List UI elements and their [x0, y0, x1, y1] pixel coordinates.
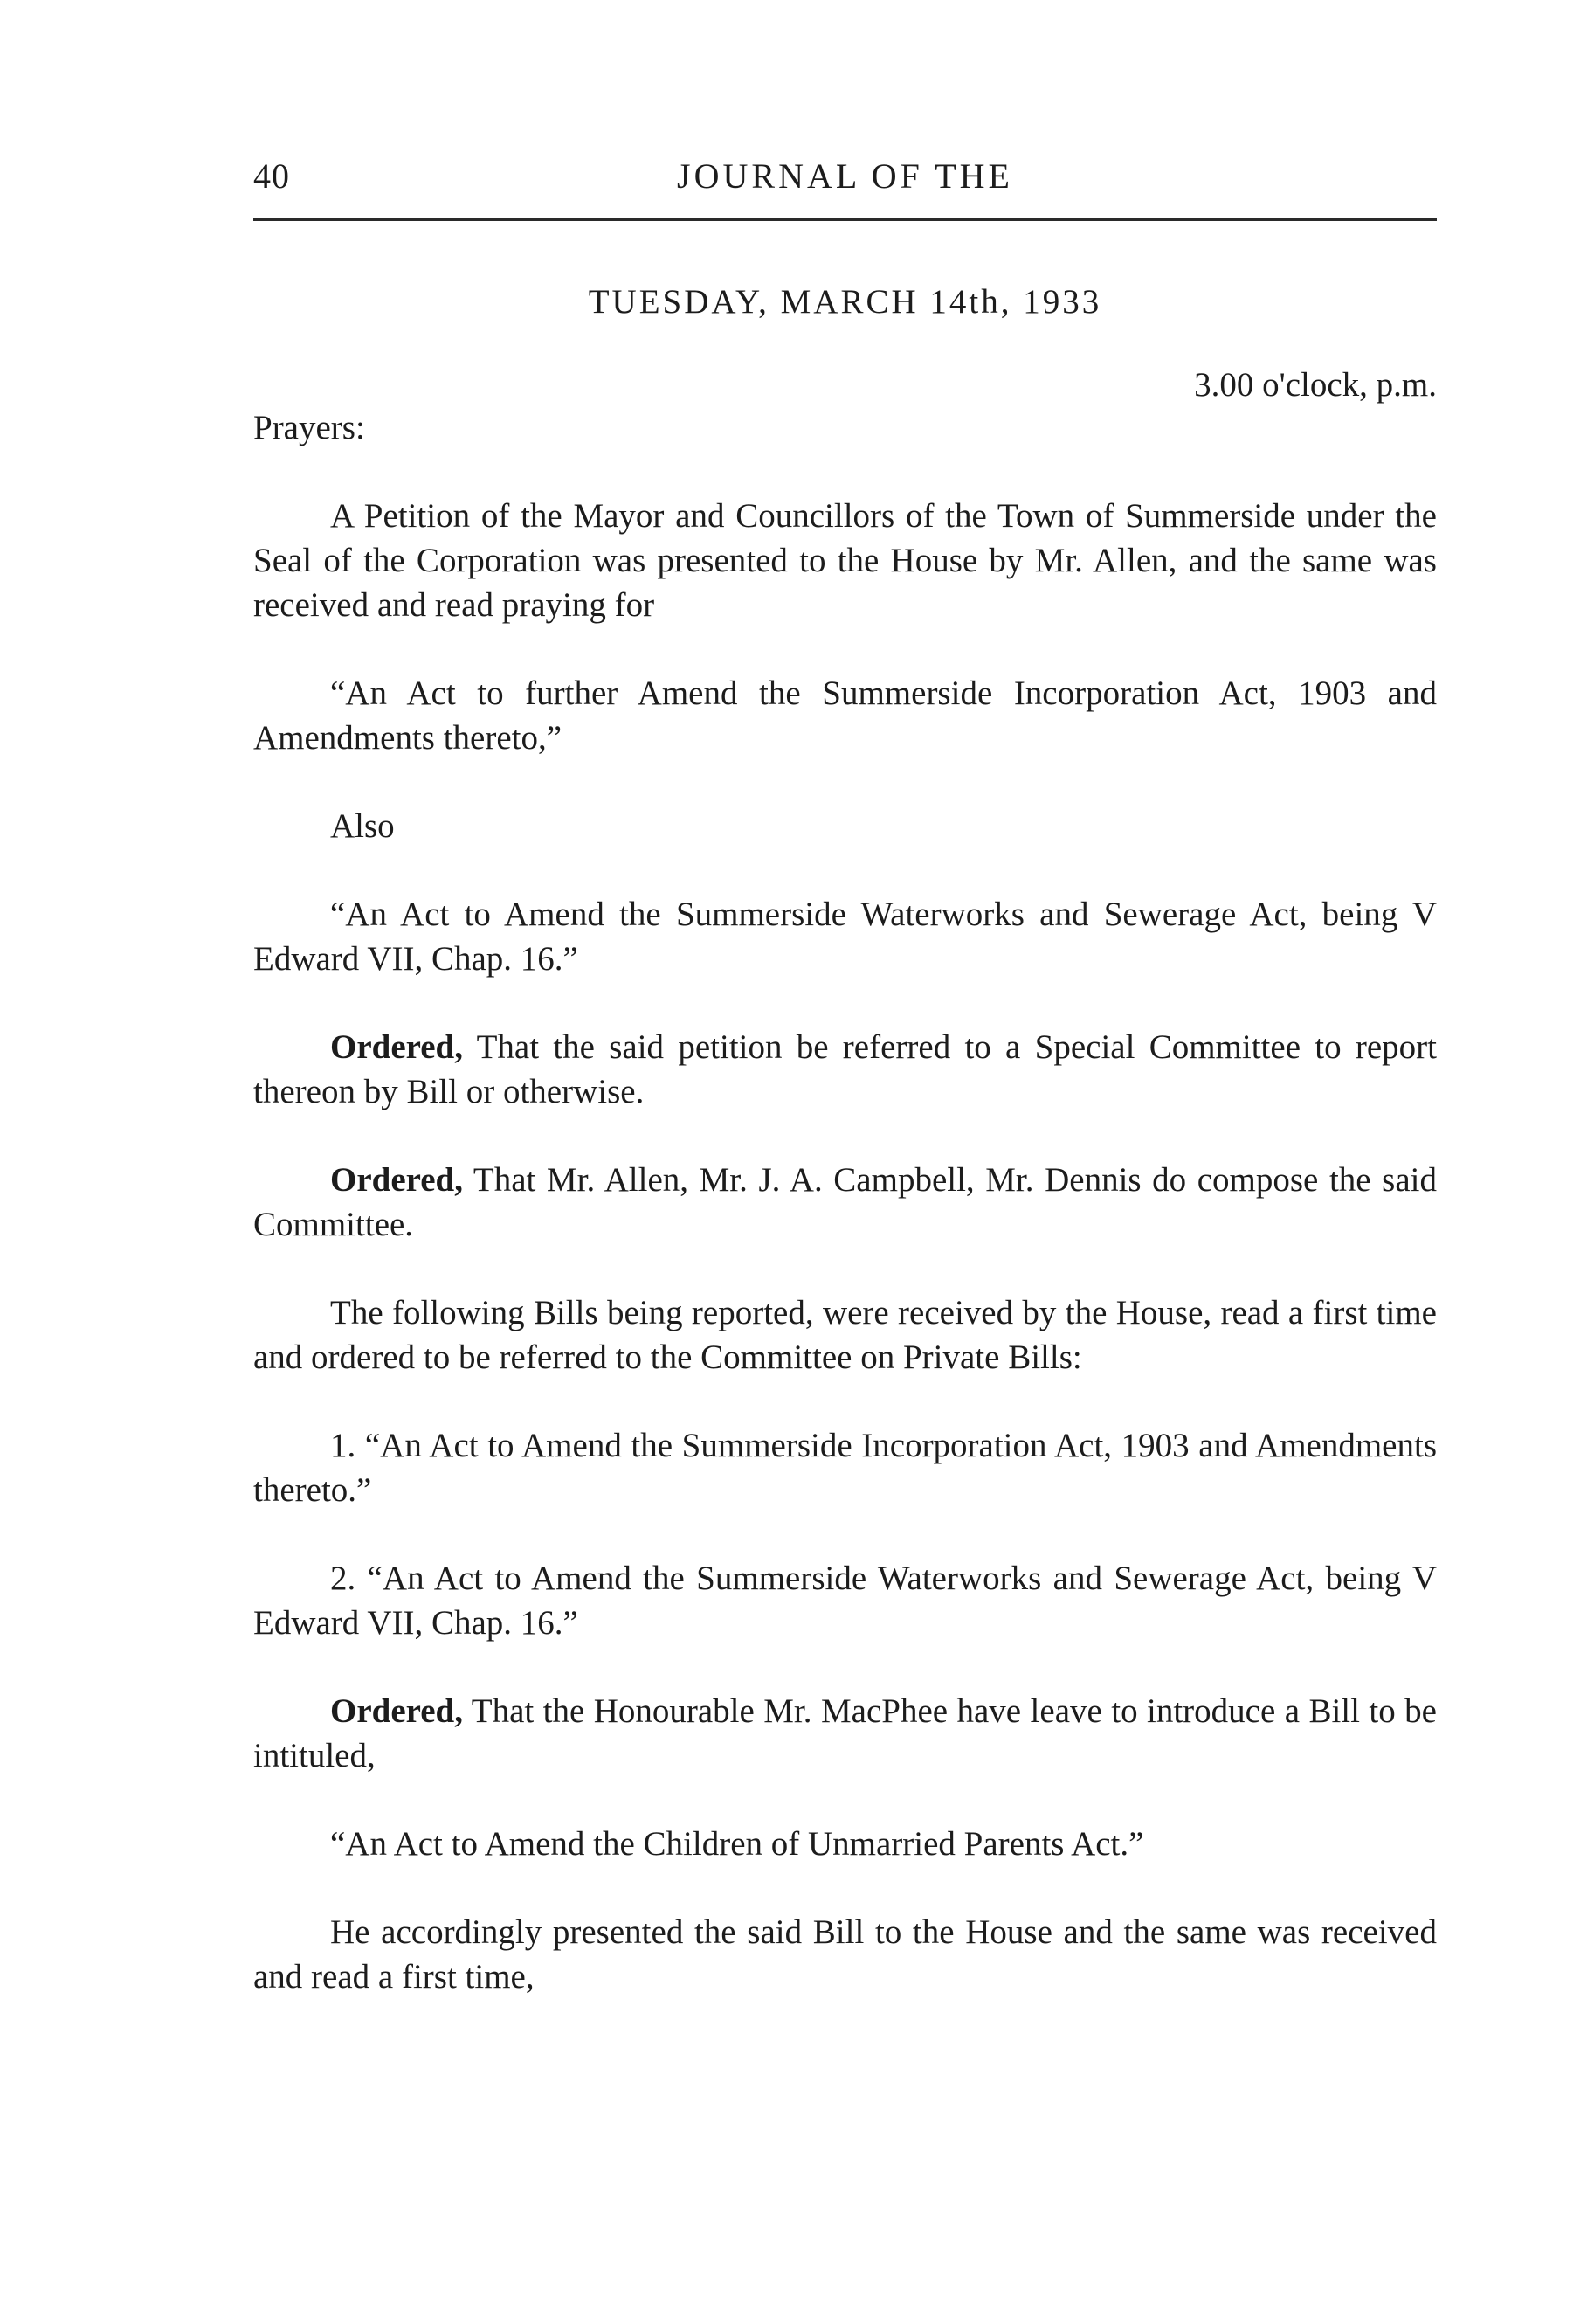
prayers-heading: Prayers: — [253, 409, 365, 446]
bill-item-1: 1. “An Act to Amend the Summerside Incorporation Act, 1903 and Amendments thereto.” — [253, 1427, 1437, 1509]
date-line: TUESDAY, MARCH 14th, 1933 — [588, 283, 1102, 321]
page-number: 40 — [253, 156, 290, 196]
ordered-committee-paragraph — [253, 1158, 1437, 1247]
bill-item-2: 2. “An Act to Amend the Summerside Waterworks and Sewerage Act, being V Edward VII, Chap. 16.” — [253, 1560, 1437, 1642]
journal-body — [253, 280, 1437, 2043]
ordered-lead: Ordered, — [330, 1028, 464, 1066]
ordered-text: That the said petition be referred to a Special Committee to report thereon by Bill or otherwise. — [253, 1028, 1437, 1110]
header-rule — [253, 218, 1437, 221]
running-head: JOURNAL OF THE — [677, 156, 1013, 196]
also-text: Also — [330, 807, 395, 845]
presented-paragraph: He accordingly presented the said Bill to the House and the same was received and read a first time, — [253, 1913, 1437, 1995]
ordered-lead: Ordered, — [330, 1692, 464, 1730]
ordered-text: That Mr. Allen, Mr. J. A. Campbell, Mr. Dennis do compose the said Committee. — [253, 1161, 1437, 1243]
ordered-lead: Ordered, — [330, 1161, 464, 1199]
time-line: 3.00 o'clock, p.m. — [1194, 366, 1437, 404]
act-title-children: “An Act to Amend the Children of Unmarried Parents Act.” — [330, 1825, 1144, 1863]
ordered-leave-paragraph — [253, 1689, 1437, 1778]
act-title-incorporation: “An Act to further Amend the Summerside Incorporation Act, 1903 and Amendments thereto,” — [253, 674, 1437, 757]
ordered-referral-paragraph — [253, 1025, 1437, 1114]
ordered-text: That the Honourable Mr. MacPhee have leave to introduce a Bill to be intituled, — [253, 1692, 1437, 1774]
bills-reported-paragraph: The following Bills being reported, were received by the House, read a first time and ordered to be referred to the Committee on Private Bills: — [253, 1294, 1437, 1376]
petition-paragraph: A Petition of the Mayor and Councillors of the Town of Summerside under the Seal of the Corporation was presented to the House by Mr. Allen, and the same was received and read praying for — [253, 497, 1437, 624]
page-header — [253, 156, 1437, 208]
act-title-waterworks: “An Act to Amend the Summerside Waterworks and Sewerage Act, being V Edward VII, Chap. 16.” — [253, 896, 1437, 978]
